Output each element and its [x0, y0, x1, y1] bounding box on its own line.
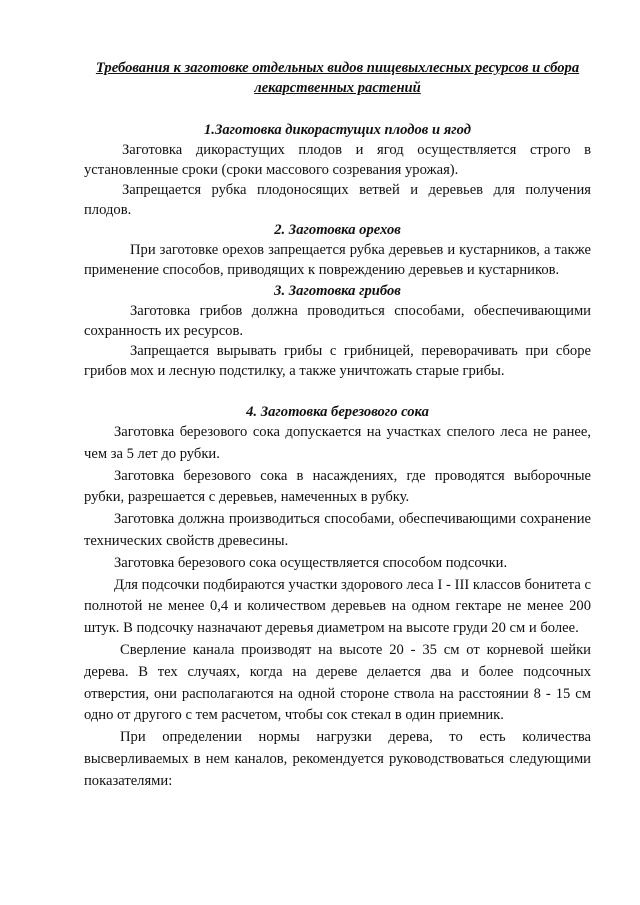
paragraph: При определении нормы нагрузки дерева, то есть количества высверливаемых в нем каналов, рекомендуется руководствоваться следующими показателями: [84, 729, 591, 789]
paragraph: Запрещается рубка плодоносящих ветвей и деревьев для получения плодов. [84, 182, 591, 218]
section-birch-sap [84, 402, 591, 793]
paragraph: Заготовка березового сока осуществляется способом подсочки. [114, 554, 508, 571]
section-heading: 4. Заготовка березового сока [246, 404, 429, 420]
paragraph: Заготовка березового сока допускается на участках спелого леса не ранее, чем за 5 лет до рубки. [84, 424, 591, 462]
section-heading: 3. Заготовка грибов [274, 283, 401, 299]
document-page [84, 58, 591, 793]
paragraph: Заготовка грибов должна проводиться способами, обеспечивающими сохранность их ресурсов. [84, 303, 591, 339]
document-title: Требования к заготовке отдельных видов пищевыхлесных ресурсов и сбора лекарственных растений [95, 60, 580, 96]
paragraph: Заготовка березового сока в насаждениях, где проводятся выборочные рубки, разрешается с деревьев, намеченных в рубку. [84, 467, 591, 506]
paragraph: Сверление канала производят на высоте 20 - 35 см от корневой шейки дерева. В тех случаях, когда на дереве делается два и более подсочных отверстия, они располагаются на одной стороне ствола на расстоянии 8 - 15 см одно от другого с тем расчетом, чтобы сок стекал в один приемник. [84, 641, 591, 724]
section-heading: 1.Заготовка дикорастущих плодов и ягод [204, 122, 471, 138]
section-heading: 2. Заготовка орехов [274, 222, 401, 238]
paragraph: При заготовке орехов запрещается рубка деревьев и кустарников, а также применение способов, приводящих к повреждению деревьев и кустарников. [84, 242, 591, 278]
section-mushrooms [84, 281, 591, 381]
section-nuts [84, 220, 591, 280]
paragraph: Заготовка дикорастущих плодов и ягод осуществляется строго в установленные сроки (сроки массового созревания урожая). [84, 142, 591, 178]
section-wild-fruits [84, 120, 591, 220]
paragraph: Запрещается вырывать грибы с грибницей, переворачивать при сборе грибов мох и лесную подстилку, а также уничтожать старые грибы. [84, 343, 591, 379]
paragraph: Заготовка должна производиться способами, обеспечивающими сохранение технических свойств древесины. [84, 511, 591, 549]
paragraph: Для подсочки подбираются участки здорового леса I - III классов бонитета с полнотой не менее 0,4 и количеством деревьев на одном гектаре не менее 200 штук. В подсочку назначают деревья диаметром на высоте груди 20 см и более. [84, 576, 591, 637]
